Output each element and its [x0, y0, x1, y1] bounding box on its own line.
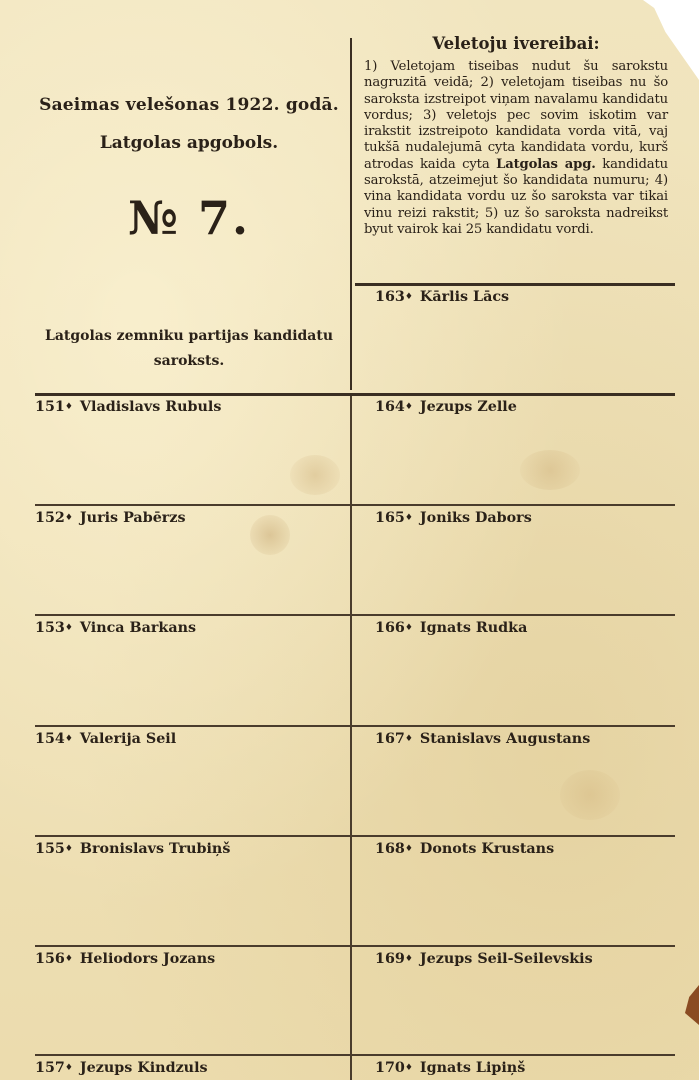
candidate-number: 167♦: [375, 731, 413, 747]
candidate-name: Jezups Kindzuls: [79, 1060, 208, 1076]
candidate-number: 155♦: [35, 841, 73, 857]
candidate-number: 168♦: [375, 841, 413, 857]
rule: [35, 614, 675, 616]
rule: [35, 393, 675, 396]
instructions-part-2: kandidatu sarokstā, atzeimejut šo kandidata numuru; 4) vina kandidata vordu uz šo saroksta var tikai vinu reizi rakstit; 5) uz šo saroksta nadreikst byut vairok kai 25 kandidatu vordi.: [364, 156, 668, 237]
instructions-text: [364, 59, 668, 238]
candidate-name: Donots Krustans: [419, 841, 555, 857]
candidate-number: 151♦: [35, 399, 73, 415]
candidate-number: 169♦: [375, 951, 413, 967]
stain: [520, 450, 580, 490]
list-number: № 7.: [127, 191, 251, 245]
candidate-name: Joniks Dabors: [419, 510, 532, 526]
candidate-name: Jezups Zelle: [419, 399, 517, 415]
instructions-bold: Latgolas apg.: [496, 156, 596, 172]
candidate-name: Bronislavs Trubiņš: [79, 841, 231, 857]
voter-instructions: [364, 34, 668, 238]
candidate-entry: [375, 841, 554, 857]
candidate-number: 156♦: [35, 951, 73, 967]
candidate-number: 164♦: [375, 399, 413, 415]
candidate-entry: [35, 1060, 208, 1076]
candidate-entry: [35, 620, 196, 636]
candidate-entry: [375, 731, 590, 747]
rule: [35, 1054, 675, 1056]
ballot-header: [30, 95, 348, 245]
stain: [560, 770, 620, 820]
candidate-entry: [35, 510, 186, 526]
candidate-entry: [35, 399, 221, 415]
party-line-1: Latgolas zemniku partijas kandidatu: [44, 328, 334, 344]
candidate-name: Jezups Seil-Seilevskis: [419, 951, 593, 967]
candidate-entry: [35, 731, 176, 747]
candidate-number: 153♦: [35, 620, 73, 636]
candidate-entry: [375, 951, 593, 967]
instructions-part-1: 1) Veletojam tiseibas nudut šu sarokstu nagruzitā veidā; 2) veletojam tiseibas nu šo saroksta izstreipot viņam navalamu kandidatu vordus; 3) veletojs pec sovim iskotim var irakstit izstreipoto kandidata vorda vitā, vaj tukšā nudalejumā cyta kandidata vordu, kurš atrodas kaida cyta: [364, 59, 668, 172]
candidate-number: 166♦: [375, 620, 413, 636]
header-divider: [350, 38, 352, 390]
candidate-number: 163♦: [375, 289, 413, 305]
candidate-number: 157♦: [35, 1060, 73, 1076]
candidate-entry: [35, 841, 230, 857]
candidate-number: 165♦: [375, 510, 413, 526]
candidate-entry: [35, 951, 215, 967]
candidate-name: Juris Pabērzs: [79, 510, 186, 526]
candidate-number: 170♦: [375, 1060, 413, 1076]
candidate-name: Valerija Seil: [79, 731, 177, 747]
party-title: [30, 324, 348, 374]
party-line-2: saroksts.: [153, 353, 225, 369]
rule: [35, 504, 675, 506]
rule: [35, 945, 675, 947]
region-name: Latgolas apgobols.: [99, 133, 279, 153]
candidate-name: Vladislavs Rubuls: [79, 399, 222, 415]
candidate-name: Ignats Rudka: [419, 620, 528, 636]
torn-edge: [685, 985, 699, 1025]
rule: [35, 725, 675, 727]
stain: [250, 515, 290, 555]
candidate-number: 154♦: [35, 731, 73, 747]
candidate-name: Heliodors Jozans: [79, 951, 216, 967]
candidate-entry: [375, 399, 517, 415]
rule: [355, 283, 675, 286]
election-title: Saeimas velešonas 1922. godā.: [39, 95, 339, 115]
candidate-name: Ignats Lipiņš: [419, 1060, 526, 1076]
instructions-title: Veletoju ivereibai:: [432, 34, 600, 53]
candidate-entry: [375, 510, 532, 526]
rule: [35, 835, 675, 837]
candidate-number: 152♦: [35, 510, 73, 526]
column-divider: [350, 396, 352, 1080]
stain: [290, 455, 340, 495]
candidate-entry: [375, 620, 527, 636]
candidate-name: Stanislavs Augustans: [419, 731, 591, 747]
candidate-name: Vinca Barkans: [79, 620, 197, 636]
candidate-entry: [375, 289, 509, 305]
candidate-entry: [375, 1060, 525, 1076]
candidate-name: Kārlis Lācs: [419, 289, 510, 305]
